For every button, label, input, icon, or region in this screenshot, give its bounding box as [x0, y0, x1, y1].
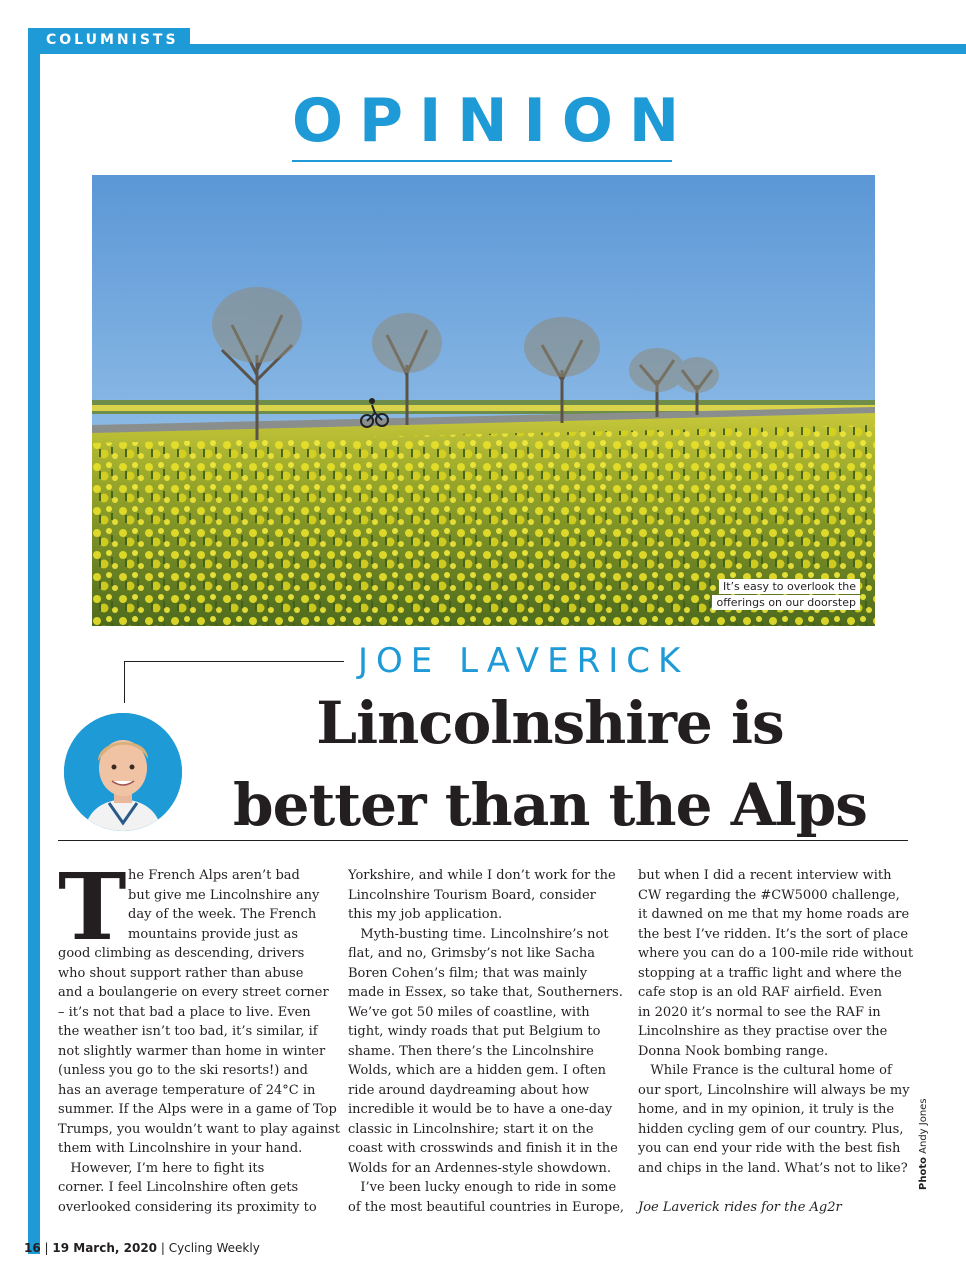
- author-portrait: [64, 713, 182, 831]
- author-name: JOE LAVERICK: [358, 641, 689, 681]
- headline-line1: Lincolnshire is: [316, 689, 784, 757]
- photo-credit: [918, 1098, 929, 1190]
- body-line: CW regarding the #CW5000 challenge,: [638, 887, 900, 903]
- headline-line2: better than the Alps: [233, 771, 867, 839]
- body-line: of the most beautiful countries in Europe,: [348, 1199, 625, 1215]
- body-line: hidden cycling gem of our country. Plus,: [638, 1121, 904, 1137]
- body-line: and a boulangerie on every street corner: [58, 985, 329, 1000]
- body-line: – it’s not that bad a place to live. Even: [58, 1004, 311, 1020]
- body-line: he French Alps aren’t bad: [128, 868, 300, 883]
- body-line: While France is the cultural home of: [638, 1063, 892, 1078]
- body-line: home, and in my opinion, it truly is the: [638, 1102, 895, 1117]
- author-rule-vertical: [124, 661, 125, 703]
- body-line: stopping at a traffic light and where the: [638, 965, 902, 981]
- body-line: the best I’ve ridden. It’s the sort of place: [638, 926, 909, 942]
- photo-credit-label: Photo: [918, 1157, 929, 1190]
- body-line: (unless you go to the ski resorts!) and: [58, 1063, 308, 1078]
- body-column-2: [348, 866, 623, 1217]
- body-line: coast with crosswinds and finish it in the: [348, 1141, 618, 1156]
- body-line: tight, windy roads that put Belgium to: [348, 1024, 601, 1039]
- headline: [190, 682, 910, 846]
- body-line: our sport, Lincolnshire will always be my: [638, 1082, 910, 1098]
- heading-underline: [292, 160, 672, 162]
- body-line: and chips in the land. What’s not to like?: [638, 1160, 908, 1176]
- body-line: corner. I feel Lincolnshire often gets: [58, 1180, 299, 1195]
- body-line: Lincolnshire Tourism Board, consider: [348, 887, 596, 903]
- body-line: classic in Lincolnshire; start it on the: [348, 1121, 594, 1137]
- body-line: but give me Lincolnshire any: [128, 887, 320, 903]
- body-column-3: [638, 866, 913, 1217]
- author-avatar: [64, 713, 182, 831]
- body-line: Wolds, which are a hidden gem. I often: [348, 1063, 607, 1078]
- body-line: not slightly warmer than home in winter: [58, 1043, 326, 1059]
- page-footer: [24, 1241, 260, 1255]
- body-line: you can end your ride with the best fish: [638, 1141, 901, 1156]
- photo-credit-name: Andy Jones: [918, 1098, 929, 1154]
- issue-date: 19 March, 2020: [52, 1241, 158, 1255]
- author-rule: [124, 661, 344, 662]
- photo-caption-line1: It’s easy to overlook the: [719, 579, 860, 594]
- body-line: who shout support rather than abuse: [58, 965, 304, 981]
- body-line: However, I’m here to fight its: [58, 1160, 265, 1176]
- body-line: We’ve got 50 miles of coastline, with: [348, 1004, 590, 1020]
- body-line: mountains provide just as: [128, 926, 299, 942]
- body-line: Trumps, you wouldn’t want to play against: [58, 1121, 340, 1137]
- body-line: this my job application.: [348, 907, 503, 922]
- body-column-1: [58, 866, 340, 1217]
- body-line: in 2020 it’s normal to see the RAF in: [638, 1004, 881, 1020]
- body-line: Yorkshire, and while I don’t work for the: [348, 868, 616, 883]
- body-line: the weather isn’t too bad, it’s similar, if: [58, 1024, 318, 1039]
- magazine-name: Cycling Weekly: [168, 1241, 260, 1255]
- body-line: summer. If the Alps were in a game of Top: [58, 1102, 337, 1117]
- body-line: I’ve been lucky enough to ride in some: [348, 1180, 617, 1195]
- body-line: incredible it would be to have a one-day: [348, 1102, 613, 1117]
- hero-photo: [92, 175, 875, 626]
- folio-separator: |: [160, 1241, 169, 1255]
- body-line: it dawned on me that my home roads are: [638, 907, 910, 922]
- body-line: flat, and no, Grimsby’s not like Sacha: [348, 946, 595, 961]
- rapeseed-field-photo: [92, 175, 875, 626]
- body-line: made in Essex, so take that, Southerners.: [348, 985, 623, 1000]
- body-line: ride around daydreaming about how: [348, 1082, 590, 1098]
- body-line: shame. Then there’s the Lincolnshire: [348, 1043, 594, 1059]
- body-line: Lincolnshire as they practise over the: [638, 1024, 888, 1039]
- photo-caption-line2: offerings on our doorstep: [712, 595, 860, 610]
- top-rule: [190, 44, 966, 54]
- body-line: but when I did a recent interview with: [638, 868, 892, 883]
- body-line: cafe stop is an old RAF airfield. Even: [638, 985, 882, 1000]
- body-line: good climbing as descending, drivers: [58, 946, 305, 961]
- headline-rule: [58, 840, 908, 841]
- left-rule: [28, 54, 40, 1254]
- photo-caption: [712, 579, 860, 611]
- section-tab-label: COLUMNISTS: [46, 32, 179, 48]
- body-line: overlooked considering its proximity to: [58, 1199, 317, 1215]
- body-line: has an average temperature of 24°C in: [58, 1082, 316, 1098]
- folio-separator: |: [44, 1241, 53, 1255]
- body-line: Myth-busting time. Lincolnshire’s not: [348, 926, 609, 942]
- body-line: them with Lincolnshire in your hand.: [58, 1141, 303, 1156]
- author-bio: Joe Laverick rides for the Ag2r: [638, 1199, 842, 1215]
- body-line: Boren Cohen’s film; that was mainly: [348, 965, 588, 981]
- body-line: Donna Nook bombing range.: [638, 1043, 829, 1059]
- body-line: where you can do a 100-mile ride without: [638, 946, 914, 961]
- body-line: day of the week. The French: [128, 907, 317, 922]
- body-line: [638, 1178, 913, 1198]
- body-line: Wolds for an Ardennes-style showdown.: [348, 1160, 611, 1176]
- page-number: 16: [24, 1241, 41, 1255]
- drop-cap: T: [58, 853, 127, 961]
- section-heading: OPINION: [292, 86, 696, 156]
